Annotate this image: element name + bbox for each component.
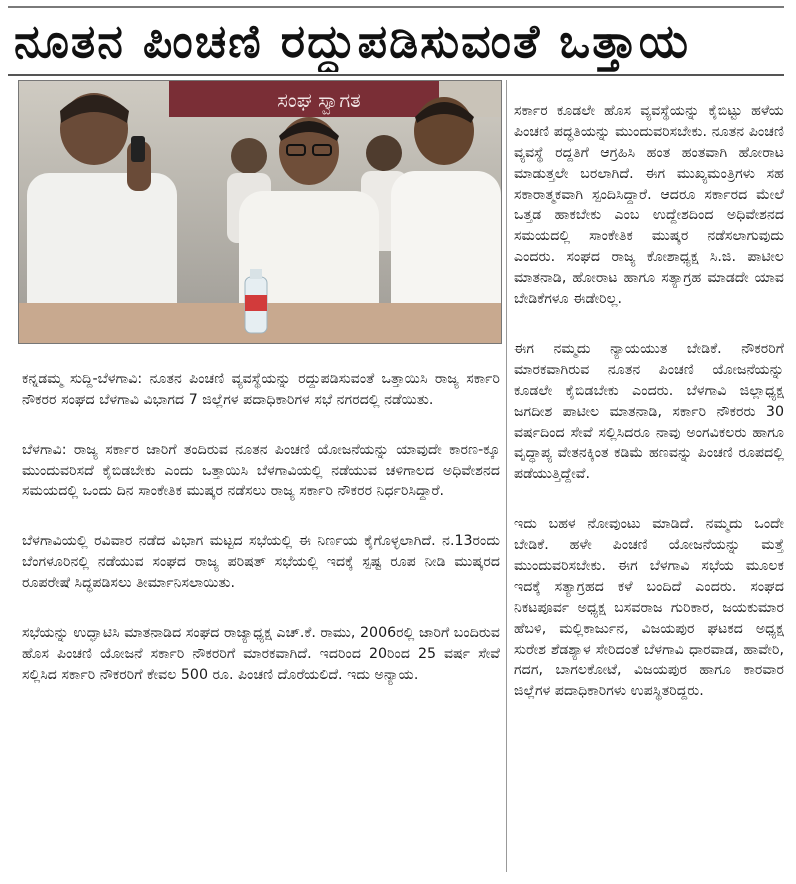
column-separator — [506, 80, 507, 872]
headline: ನೂತನ ಪಿಂಚಣಿ ರದ್ದುಪಡಿಸುವಂತೆ ಒತ್ತಾಯ — [14, 14, 690, 68]
news-photo — [18, 80, 502, 344]
left-column — [22, 348, 500, 878]
article-paragraph: ಈಗ ನಮ್ಮದು ನ್ಯಾಯಯುತ ಬೇಡಿಕೆ. ನೌಕರರಿಗೆ ಮಾರಕವಾಗಿರುವ ನೂತನ ಪಿಂಚಣಿ ಯೋಜನೆಯನ್ನು ಕೂಡಲೇ ಕೈಬಿಡಬೇಕು ಎಂದರು. ಬೆಳಗಾವಿ ಜಿಲ್ಲಾಧ್ಯಕ್ಷ ಜಗದೀಶ ಪಾಟೀಲ ಮಾತನಾಡಿ, ಸರ್ಕಾರಿ ನೌಕರರು 30 ವರ್ಷದಿಂದ ಸೇವೆ ಸಲ್ಲಿಸಿದರೂ ನಾವು ಅಂಗವಿಕಲರು ಹಾಗೂ ವೃದ್ಧಾಪ್ಯ ವೇತನಕ್ಕಿಂತ ಕಡಿಮೆ ಹಣವನ್ನು ಪಿಂಚಣಿ ರೂಪದಲ್ಲಿ ಪಡೆಯುತ್ತಿದ್ದೇವೆ. — [514, 340, 784, 483]
article-paragraph: ಸಭೆಯನ್ನು ಉದ್ಘಾಟಿಸಿ ಮಾತನಾಡಿದ ಸಂಘದ ರಾಜ್ಯಾಧ್ಯಕ್ಷ ಎಚ್.ಕೆ. ರಾಮು, 2006ರಲ್ಲಿ ಜಾರಿಗೆ ಬಂದಿರುವ ಹೊಸ ಪಿಂಚಣಿ ಯೋಜನೆ ಸರ್ಕಾರಿ ನೌಕರರಿಗೆ ಮಾರಕವಾಗಿದೆ. ಇದರಿಂದ 20ರಿಂದ 25 ವರ್ಷ ಸೇವೆ ಸಲ್ಲಿಸಿದ ಸರ್ಕಾರಿ ನೌಕರರಿಗೆ ಕೇವಲ 500 ರೂ. ಪಿಂಚಣಿ ದೊರೆಯಲಿದೆ. ಇದು ಅನ್ಯಾಯ. — [22, 624, 500, 683]
top-rule — [8, 6, 784, 8]
headline-rule — [8, 74, 784, 76]
article-paragraph: ಬೆಳಗಾವಿಯಲ್ಲಿ ರವಿವಾರ ನಡೆದ ವಿಭಾಗ ಮಟ್ಟದ ಸಭೆಯಲ್ಲಿ ಈ ನಿರ್ಣಯ ಕೈಗೊಳ್ಳಲಾಗಿದೆ. ನ.13ರಂದು ಬೆಂಗಳೂರಿನಲ್ಲಿ ನಡೆಯುವ ಸಂಘದ ರಾಜ್ಯ ಪರಿಷತ್ ಸಭೆಯಲ್ಲಿ ಇದಕ್ಕೆ ಸ್ಪಷ್ಟ ರೂಪ ನೀಡಿ ಮುಷ್ಕರದ ರೂಪರೇಷೆ ಸಿದ್ಧಪಡಿಸಲು ತೀರ್ಮಾನಿಸಲಾಯಿತು. — [22, 533, 500, 592]
photo-banner-text: ಸಂಘ ಸ್ವಾಗತ — [277, 88, 361, 112]
article-paragraph: ಸರ್ಕಾರ ಕೂಡಲೇ ಹೊಸ ವ್ಯವಸ್ಥೆಯನ್ನು ಕೈಬಿಟ್ಟು ಹಳೆಯ ಪಿಂಚಣಿ ಪದ್ಧತಿಯನ್ನು ಮುಂದುವರಿಸಬೇಕು. ನೂತನ ಪಿಂಚಣಿ ವ್ಯವಸ್ಥೆ ರದ್ದತಿಗೆ ಆಗ್ರಹಿಸಿ ಹಂತ ಹಂತವಾಗಿ ಹೋರಾಟ ಮಾಡುತ್ತಲೇ ಬರಲಾಗಿದೆ. ಈಗ ಮುಖ್ಯಮಂತ್ರಿಗಳು ಸಹ ಸಕಾರಾತ್ಮಕವಾಗಿ ಸ್ಪಂದಿಸಿದ್ದಾರೆ. ಆದರೂ ಸರ್ಕಾರದ ಮೇಲೆ ಒತ್ತಡ ಹಾಕಬೇಕು ಎಂಬ ಉದ್ದೇಶದಿಂದ ಅಧಿವೇಶನದ ಸಮಯದಲ್ಲಿ ಸಾಂಕೇತಿಕ ಮುಷ್ಕರ ನಡೆಸಲಾಗುವುದು ಎಂದರು. ಸಂಘದ ರಾಜ್ಯ ಕೋಶಾಧ್ಯಕ್ಷ ಸಿ.ಜಿ. ಪಾಟೀಲ ಮಾತನಾಡಿ, ಹೋರಾಟ ಹಾಗೂ ಸತ್ಯಾಗ್ರಹ ಮಾಡದೇ ಯಾವ ಬೇಡಿಕೆಗಳೂ ಈಡೇರಿಲ್ಲ. — [514, 102, 784, 308]
photo-illustration — [19, 81, 501, 343]
right-column — [514, 80, 784, 868]
article-paragraph: ಬೆಳಗಾವಿ: ರಾಜ್ಯ ಸರ್ಕಾರ ಜಾರಿಗೆ ತಂದಿರುವ ನೂತನ ಪಿಂಚಣಿ ಯೋಜನೆಯನ್ನು ಯಾವುದೇ ಕಾರಣ-ಕ್ಕೂ ಮುಂದುವರಿಸದೆ ಕೈಬಿಡಬೇಕು ಎಂದು ಒತ್ತಾಯಿಸಿ ಬೆಳಗಾವಿಯಲ್ಲಿ ನಡೆಯುವ ಚಳಿಗಾಲದ ಅಧಿವೇಶನದ ಸಮಯದಲ್ಲಿ ಒಂದು ದಿನ ಸಾಂಕೇತಿಕ ಮುಷ್ಕರ ನಡೆಸಲು ರಾಜ್ಯ ಸರ್ಕಾರಿ ನೌಕರರ ನಿರ್ಧರಿಸಿದ್ದಾರೆ. — [22, 441, 500, 500]
article-paragraph: ಇದು ಬಹಳ ನೋವುಂಟು ಮಾಡಿದೆ. ನಮ್ಮದು ಒಂದೇ ಬೇಡಿಕೆ. ಹಳೇ ಪಿಂಚಣಿ ಯೋಜನೆಯನ್ನು ಮತ್ತೆ ಮುಂದುವರಿಸಬೇಕು. ಈಗ ಬೆಳಗಾವಿ ಸಭೆಯ ಮೂಲಕ ಇದಕ್ಕೆ ಸತ್ಯಾಗ್ರಹದ ಕಳೆ ಬಂದಿದೆ ಎಂದರು. ಸಂಘದ ನಿಕಟಪೂರ್ವ ಅಧ್ಯಕ್ಷ ಬಸವರಾಜ ಗುರಿಕಾರ, ಜಯಕುಮಾರ ಹೆಬಳಿ, ಮಲ್ಲಿಕಾರ್ಜುನ, ವಿಜಯಪುರ ಘಟಕದ ಅಧ್ಯಕ್ಷ ಸುರೇಶ ಶೆಡಶ್ಯಾಳ ಸೇರಿದಂತೆ ಬೆಳಗಾವಿ ಧಾರವಾಡ, ಹಾವೇರಿ, ಗದಗ, ಬಾಗಲಕೋಟೆ, ವಿಜಯಪುರ ಹಾಗೂ ಕಾರವಾರ ಜಿಲ್ಲೆಗಳ ಪದಾಧಿಕಾರಿಗಳು ಉಪಸ್ಥಿತರಿದ್ದರು. — [514, 516, 784, 700]
article-paragraph: ಕನ್ನಡಮ್ಮ ಸುದ್ದಿ-ಬೆಳಗಾವಿ: ನೂತನ ಪಿಂಚಣಿ ವ್ಯವಸ್ಥೆಯನ್ನು ರದ್ದುಪಡಿಸುವಂತೆ ಒತ್ತಾಯಿಸಿ ರಾಜ್ಯ ಸರ್ಕಾರಿ ನೌಕರರ ಸಂಘದ ಬೆಳಗಾವಿ ವಿಭಾಗದ 7 ಜಿಲ್ಲೆಗಳ ಪದಾಧಿಕಾರಿಗಳ ಸಭೆ ನಗರದಲ್ಲಿ ನಡೆಯಿತು. — [22, 370, 500, 408]
